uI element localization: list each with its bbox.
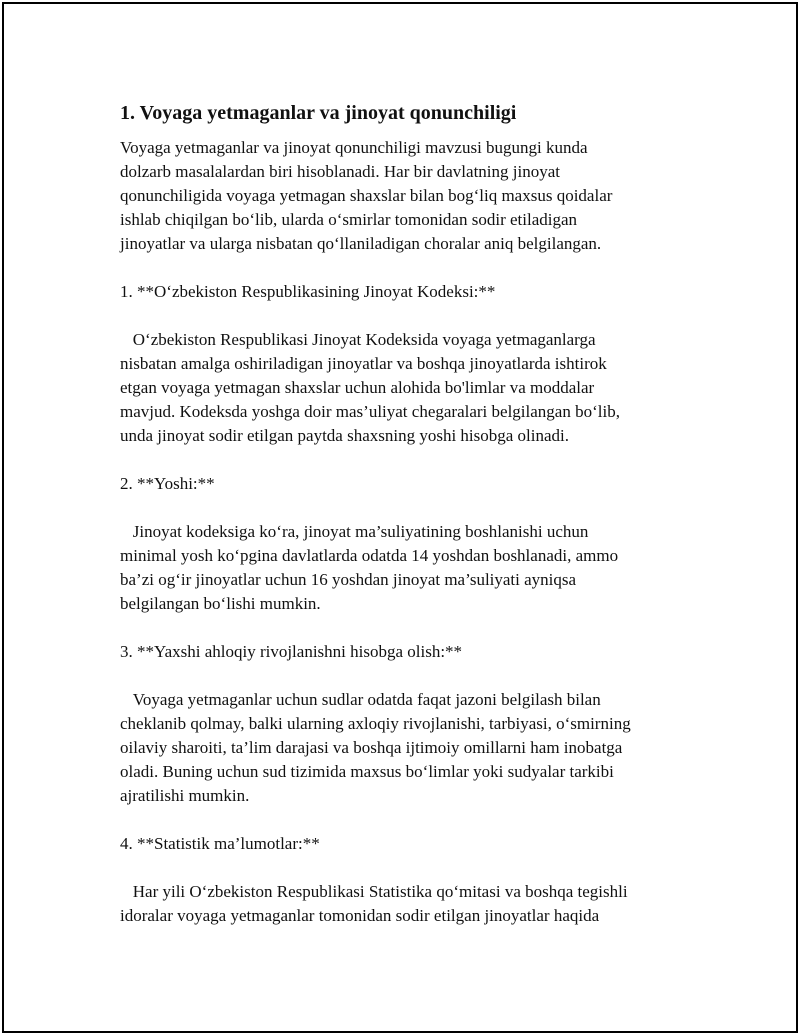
section-body: Voyaga yetmaganlar uchun sudlar odatda faqat jazoni belgilash bilan cheklanib qolmay, balki ularning axloqiy rivojlanishi, tarbiyasi, o‘smirning oilaviy sharoiti, ta’lim darajasi va boshqa ijtimoiy omillarni ham inobatga oladi. Buning uchun sud tizimida maxsus bo‘limlar yoki sudyalar tarkibi ajratilishi mumkin. <box>120 690 631 805</box>
section-heading: 4. **Statistik ma’lumotlar:** <box>120 834 320 853</box>
section-heading: 2. **Yoshi:** <box>120 474 215 493</box>
intro-paragraph: Voyaga yetmaganlar va jinoyat qonunchiligi mavzusi bugungi kunda dolzarb masalalardan biri hisoblanadi. Har bir davlatning jinoyat qonunchiligida voyaga yetmagan shaxslar bilan bog‘liq maxsus qoidalar ishlab chiqilgan bo‘lib, ularda o‘smirlar tomonidan sodir etiladigan jinoyatlar va ularga nisbatan qo‘llaniladigan choralar aniq belgilangan. <box>120 138 613 253</box>
section-body: O‘zbekiston Respublikasi Jinoyat Kodeksida voyaga yetmaganlarga nisbatan amalga oshiriladigan jinoyatlar va boshqa jinoyatlarda ishtirok etgan voyaga yetmagan shaxslar uchun alohida bo'limlar va moddalar mavjud. Kodeksda yoshga doir mas’uliyat chegaralari belgilangan bo‘lib, unda jinoyat sodir etilgan paytda shaxsning yoshi hisobga olinadi. <box>120 330 620 445</box>
section-body: Har yili O‘zbekiston Respublikasi Statistika qo‘mitasi va boshqa tegishli idoralar voyaga yetmaganlar tomonidan sodir etilgan jinoyatlar haqida <box>120 882 628 925</box>
section-heading: 3. **Yaxshi ahloqiy rivojlanishni hisobga olish:** <box>120 642 463 661</box>
document-title: 1. Voyaga yetmaganlar va jinoyat qonunchiligi <box>120 102 517 124</box>
section-heading: 1. **O‘zbekiston Respublikasining Jinoyat Kodeksi:** <box>120 282 496 301</box>
section-body: Jinoyat kodeksiga ko‘ra, jinoyat ma’suliyatining boshlanishi uchun minimal yosh ko‘pgina davlatlarda odatda 14 yoshdan boshlanadi, ammo ba’zi og‘ir jinoyatlar uchun 16 yoshdan jinoyat ma’suliyati ayniqsa belgilangan bo‘lishi mumkin. <box>120 522 619 613</box>
document-content <box>120 99 680 928</box>
document-page <box>2 2 798 1033</box>
